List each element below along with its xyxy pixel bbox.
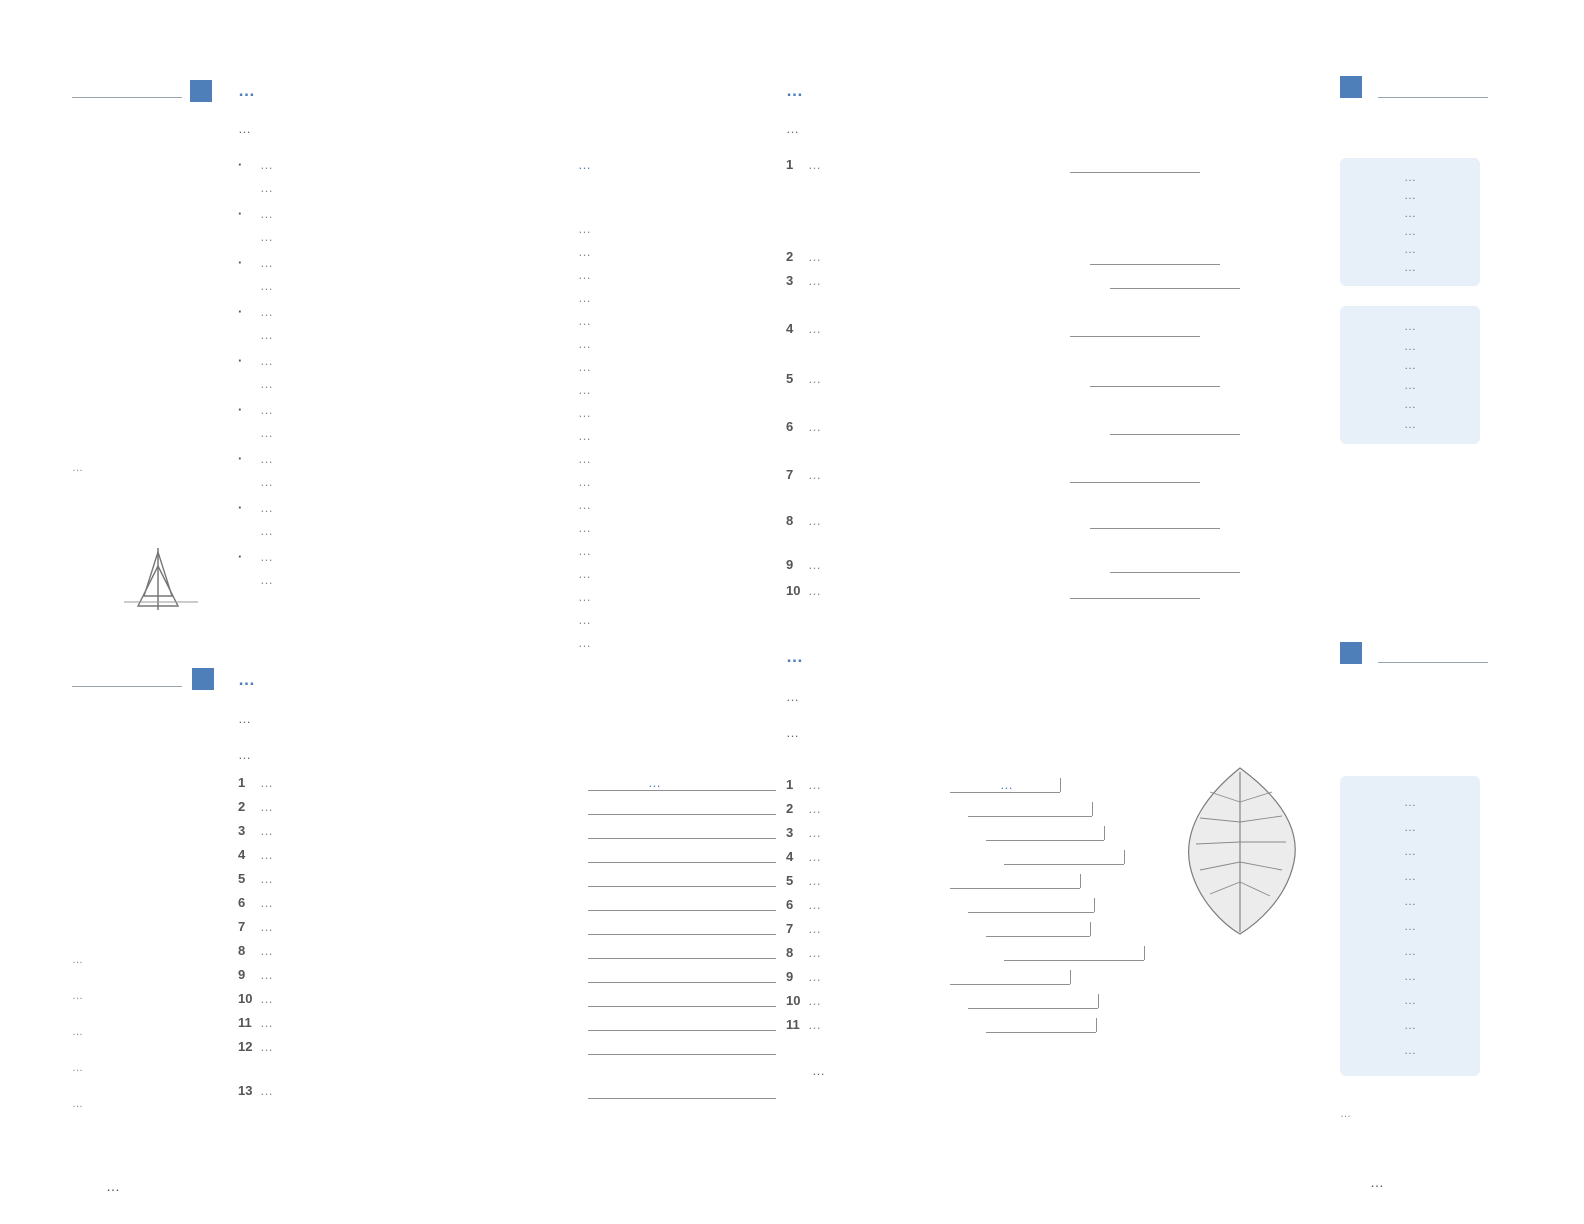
answer-blank[interactable]: [1090, 386, 1220, 387]
numbered-item: [786, 416, 821, 438]
item-continuation: [260, 226, 273, 248]
item-text: …: [260, 549, 273, 564]
answer-text: …: [578, 497, 591, 512]
list-item: [238, 252, 273, 274]
answer-text: …: [578, 267, 591, 282]
answer-blank[interactable]: [588, 790, 776, 791]
numbered-item: [238, 844, 273, 866]
item-continuation: [260, 422, 273, 444]
section-rule: [1378, 97, 1488, 98]
page-footer-label: …: [106, 1178, 120, 1194]
item-number: 6: [238, 895, 246, 910]
item-text: …: [260, 919, 273, 934]
answer-blank[interactable]: [588, 1054, 776, 1055]
answer-blank[interactable]: [1070, 482, 1200, 483]
numbered-item: [786, 846, 821, 868]
word-box-entry: …: [1404, 319, 1416, 334]
item-number: 5: [238, 871, 246, 886]
item-continuation: [260, 275, 273, 297]
numbered-item: [238, 964, 273, 986]
bullet-marker: ·: [238, 500, 243, 515]
word-box-entry: …: [1404, 260, 1416, 274]
list-item: [238, 448, 273, 470]
tree-drawing: [118, 540, 208, 620]
answer-entry: [578, 241, 591, 263]
numbered-item: [786, 798, 821, 820]
section-rule: [72, 97, 182, 98]
margin-note: …: [72, 1026, 83, 1038]
bullet-marker: ·: [238, 353, 243, 368]
section-instruction: …: [238, 121, 251, 136]
answer-blank[interactable]: [950, 984, 1070, 985]
answer-blank[interactable]: [588, 886, 776, 887]
answer-blank[interactable]: [588, 910, 776, 911]
section-heading: …: [786, 647, 803, 666]
margin-note: …: [72, 1098, 83, 1110]
item-number: 4: [786, 849, 794, 864]
section-number-badge: [1340, 76, 1362, 98]
numbered-item: [786, 990, 821, 1012]
numbered-item: [238, 820, 273, 842]
item-continuation: [260, 520, 273, 542]
word-box-entry: …: [1404, 358, 1416, 373]
item-text: …: [260, 402, 273, 417]
word-box-entry: …: [1404, 993, 1416, 1008]
numbered-item: [786, 154, 821, 176]
section-number-badge: [192, 668, 214, 690]
section-instruction: …: [786, 689, 799, 704]
answer-blank[interactable]: [968, 816, 1092, 817]
word-box-entry: …: [1404, 844, 1416, 859]
section-instruction: …: [238, 711, 251, 726]
item-text: …: [808, 993, 821, 1008]
answer-text: …: [578, 313, 591, 328]
item-number: 8: [238, 943, 246, 958]
numbered-item: [786, 270, 821, 292]
bracket-mark: [1098, 994, 1099, 1008]
answer-entry: [578, 218, 591, 240]
word-box-entry: …: [1404, 794, 1416, 809]
numbered-item: [238, 796, 273, 818]
numbered-item: [786, 894, 821, 916]
item-text: …: [260, 327, 273, 342]
item-text: …: [260, 895, 273, 910]
closing-question: …: [812, 1063, 825, 1078]
answer-text: …: [578, 382, 591, 397]
bracket-mark: [1124, 850, 1125, 864]
item-number: 11: [786, 1017, 800, 1032]
item-number: 3: [786, 273, 794, 288]
answer-entry: [578, 540, 591, 562]
answer-entry: [578, 494, 591, 516]
word-box: [1340, 776, 1480, 1076]
item-text: …: [808, 1017, 821, 1032]
item-text: …: [260, 500, 273, 515]
item-continuation: [260, 569, 273, 591]
item-text: …: [808, 777, 821, 792]
item-text: …: [260, 991, 273, 1006]
answer-entry: [578, 632, 591, 654]
item-number: 7: [786, 921, 794, 936]
item-number: 8: [786, 945, 794, 960]
bullet-marker: ·: [238, 402, 243, 417]
item-text: …: [260, 799, 273, 814]
answer-blank[interactable]: [1004, 864, 1124, 865]
item-number: 5: [786, 873, 794, 888]
answer-text: …: [578, 566, 591, 581]
answer-blank[interactable]: [1070, 172, 1200, 173]
item-number: 10: [786, 993, 801, 1008]
word-box-entry: …: [1404, 242, 1416, 256]
item-text: …: [260, 1015, 273, 1030]
word-box-entry: …: [1404, 918, 1416, 933]
answer-entry: [578, 517, 591, 539]
word-box: [1340, 306, 1480, 444]
answer-text: …: [578, 520, 591, 535]
numbered-item: [238, 988, 273, 1010]
item-text: …: [808, 249, 821, 264]
bracket-mark: [1060, 778, 1061, 792]
answer-blank[interactable]: [1110, 572, 1240, 573]
answer-entry: [578, 264, 591, 286]
example-answer: …: [1000, 777, 1013, 792]
answer-blank[interactable]: [1070, 598, 1200, 599]
word-box-entry: …: [1404, 338, 1416, 353]
margin-note: …: [72, 990, 83, 1002]
item-text: …: [808, 557, 821, 572]
item-text: …: [260, 304, 273, 319]
numbered-item: [238, 868, 273, 890]
word-box-entry: …: [1404, 206, 1416, 220]
numbered-item: [238, 1036, 273, 1058]
item-text: …: [260, 157, 273, 172]
answer-text: …: [578, 244, 591, 259]
bracket-mark: [1144, 946, 1145, 960]
item-number: 13: [238, 1083, 253, 1098]
numbered-item: [238, 1080, 273, 1102]
word-box-entry: …: [1404, 1018, 1416, 1033]
item-text: …: [260, 1039, 273, 1054]
box-note: …: [1340, 1108, 1351, 1120]
numbered-item: [786, 510, 821, 532]
bullet-marker: ·: [238, 206, 243, 221]
list-item: [238, 301, 273, 323]
answer-blank[interactable]: [588, 1098, 776, 1099]
answer-column-header: …: [578, 157, 591, 172]
answer-blank[interactable]: [968, 1008, 1098, 1009]
answer-entry: [578, 356, 591, 378]
item-text: …: [260, 229, 273, 244]
answer-blank[interactable]: [968, 912, 1094, 913]
item-text: …: [260, 180, 273, 195]
item-number: 3: [786, 825, 794, 840]
answer-blank[interactable]: [588, 838, 776, 839]
answer-blank[interactable]: [1110, 288, 1240, 289]
word-box-entry: …: [1404, 397, 1416, 412]
answer-blank[interactable]: [588, 958, 776, 959]
bracket-mark: [1096, 1018, 1097, 1032]
word-box-entry: …: [1404, 224, 1416, 238]
list-item: [238, 350, 273, 372]
answer-entry: [578, 563, 591, 585]
item-text: …: [260, 278, 273, 293]
answer-text: …: [578, 290, 591, 305]
numbered-item: [786, 554, 821, 576]
item-number: 9: [786, 557, 794, 572]
answer-text: …: [578, 474, 591, 489]
answer-blank[interactable]: [588, 1030, 776, 1031]
item-text: …: [260, 847, 273, 862]
bullet-marker: ·: [238, 157, 243, 172]
word-box-entry: …: [1404, 943, 1416, 958]
item-text: …: [808, 273, 821, 288]
item-number: 4: [238, 847, 246, 862]
numbered-item: [238, 1012, 273, 1034]
answer-text: …: [578, 589, 591, 604]
bracket-mark: [1094, 898, 1095, 912]
word-box-entry: …: [1404, 416, 1416, 431]
answer-blank[interactable]: [1090, 528, 1220, 529]
answer-blank[interactable]: [950, 888, 1080, 889]
page-footer-label: …: [1370, 1174, 1384, 1190]
section-instruction: …: [786, 121, 799, 136]
answer-text: …: [578, 612, 591, 627]
numbered-item: [786, 822, 821, 844]
item-number: 2: [786, 249, 794, 264]
leaf-illustration: [1170, 762, 1310, 938]
item-text: …: [808, 969, 821, 984]
answer-entry: [578, 609, 591, 631]
item-number: 6: [786, 897, 794, 912]
numbered-item: [238, 916, 273, 938]
item-text: …: [260, 474, 273, 489]
answer-blank[interactable]: [588, 1006, 776, 1007]
answer-blank[interactable]: [588, 862, 776, 863]
numbered-item: [786, 870, 821, 892]
answer-entry: [578, 586, 591, 608]
bracket-mark: [1104, 826, 1105, 840]
list-item: [238, 497, 273, 519]
word-box-entry: …: [1404, 188, 1416, 202]
word-box-entry: …: [1404, 869, 1416, 884]
numbered-item: [238, 892, 273, 914]
answer-entry: [578, 425, 591, 447]
item-text: …: [808, 321, 821, 336]
answer-text: …: [578, 405, 591, 420]
word-box: [1340, 158, 1480, 286]
answer-entry: [578, 379, 591, 401]
bracket-mark: [1090, 922, 1091, 936]
item-number: 1: [786, 157, 794, 172]
item-number: 4: [786, 321, 794, 336]
answer-blank[interactable]: [986, 840, 1104, 841]
bullet-marker: ·: [238, 255, 243, 270]
item-text: …: [260, 823, 273, 838]
numbered-item: [786, 464, 821, 486]
bracket-mark: [1080, 874, 1081, 888]
item-number: 6: [786, 419, 794, 434]
list-item: [238, 399, 273, 421]
numbered-item: [238, 940, 273, 962]
item-text: …: [260, 451, 273, 466]
section-intro: …: [786, 725, 799, 740]
bracket-mark: [1092, 802, 1093, 816]
item-continuation: [260, 471, 273, 493]
item-text: …: [808, 371, 821, 386]
answer-blank[interactable]: [1070, 336, 1200, 337]
item-text: …: [808, 945, 821, 960]
item-number: 7: [786, 467, 794, 482]
item-number: 2: [786, 801, 794, 816]
example-answer: …: [648, 775, 661, 790]
item-text: …: [808, 801, 821, 816]
item-continuation: [260, 177, 273, 199]
answer-entry: [578, 333, 591, 355]
bullet-marker: ·: [238, 304, 243, 319]
section-subinstruction: …: [238, 747, 251, 762]
item-number: 2: [238, 799, 246, 814]
answer-entry: [578, 310, 591, 332]
answer-text: …: [578, 451, 591, 466]
answer-blank[interactable]: [1090, 264, 1220, 265]
answer-text: …: [578, 543, 591, 558]
answer-entry: [578, 471, 591, 493]
bullet-marker: ·: [238, 549, 243, 564]
answer-blank[interactable]: [986, 1032, 1096, 1033]
item-text: …: [808, 849, 821, 864]
answer-entry: [578, 402, 591, 424]
word-box-entry: …: [1404, 819, 1416, 834]
item-text: …: [808, 921, 821, 936]
numbered-item: [786, 368, 821, 390]
section-heading: …: [238, 670, 255, 689]
answer-text: …: [578, 635, 591, 650]
item-text: …: [260, 255, 273, 270]
numbered-item: [786, 318, 821, 340]
margin-note: …: [72, 1062, 83, 1074]
numbered-item: [786, 942, 821, 964]
item-text: …: [260, 775, 273, 790]
bracket-mark: [1070, 970, 1071, 984]
item-number: 9: [786, 969, 794, 984]
answer-blank[interactable]: [1004, 960, 1144, 961]
numbered-item: [238, 772, 273, 794]
answer-blank[interactable]: [986, 936, 1090, 937]
answer-text: …: [578, 336, 591, 351]
word-box-entry: …: [1404, 377, 1416, 392]
list-item: [238, 546, 273, 568]
word-box-entry: …: [1404, 968, 1416, 983]
item-text: …: [260, 353, 273, 368]
numbered-item: [786, 580, 821, 602]
item-text: …: [260, 376, 273, 391]
answer-blank[interactable]: [588, 934, 776, 935]
item-text: …: [260, 425, 273, 440]
answer-entry: [578, 287, 591, 309]
numbered-item: [786, 246, 821, 268]
bullet-marker: ·: [238, 451, 243, 466]
item-text: …: [808, 467, 821, 482]
item-text: …: [260, 523, 273, 538]
numbered-item: [786, 918, 821, 940]
numbered-item: [786, 774, 821, 796]
item-continuation: [260, 373, 273, 395]
section-rule: [1378, 662, 1488, 663]
numbered-item: [786, 1014, 821, 1036]
answer-blank[interactable]: [588, 982, 776, 983]
item-number: 9: [238, 967, 246, 982]
item-number: 7: [238, 919, 246, 934]
item-continuation: [260, 324, 273, 346]
item-text: …: [260, 1083, 273, 1098]
item-text: …: [808, 897, 821, 912]
answer-blank[interactable]: [1110, 434, 1240, 435]
item-text: …: [260, 572, 273, 587]
item-number: 11: [238, 1015, 252, 1030]
margin-note: …: [72, 462, 83, 474]
item-text: …: [808, 825, 821, 840]
item-text: …: [808, 873, 821, 888]
item-text: …: [808, 419, 821, 434]
answer-blank[interactable]: [588, 814, 776, 815]
section-heading: …: [238, 81, 255, 100]
section-number-badge: [1340, 642, 1362, 664]
section-rule: [72, 686, 182, 687]
item-text: …: [260, 967, 273, 982]
word-box-entry: …: [1404, 894, 1416, 909]
list-item: [238, 203, 273, 225]
item-text: …: [808, 513, 821, 528]
item-number: 10: [238, 991, 253, 1006]
section-heading: …: [786, 81, 803, 100]
item-number: 8: [786, 513, 794, 528]
item-number: 3: [238, 823, 246, 838]
section-number-badge: [190, 80, 212, 102]
list-item: [238, 154, 273, 176]
item-number: 5: [786, 371, 794, 386]
word-box-entry: …: [1404, 170, 1416, 184]
item-number: 1: [238, 775, 246, 790]
item-text: …: [260, 871, 273, 886]
item-text: …: [260, 206, 273, 221]
item-number: 12: [238, 1039, 253, 1054]
item-text: …: [808, 583, 821, 598]
answer-text: …: [578, 221, 591, 236]
item-text: …: [260, 943, 273, 958]
answer-text: …: [578, 428, 591, 443]
item-text: …: [808, 157, 821, 172]
word-box-entry: …: [1404, 1043, 1416, 1058]
margin-note: …: [72, 954, 83, 966]
answer-entry: [578, 448, 591, 470]
answer-text: …: [578, 359, 591, 374]
numbered-item: [786, 966, 821, 988]
item-number: 10: [786, 583, 801, 598]
item-number: 1: [786, 777, 794, 792]
